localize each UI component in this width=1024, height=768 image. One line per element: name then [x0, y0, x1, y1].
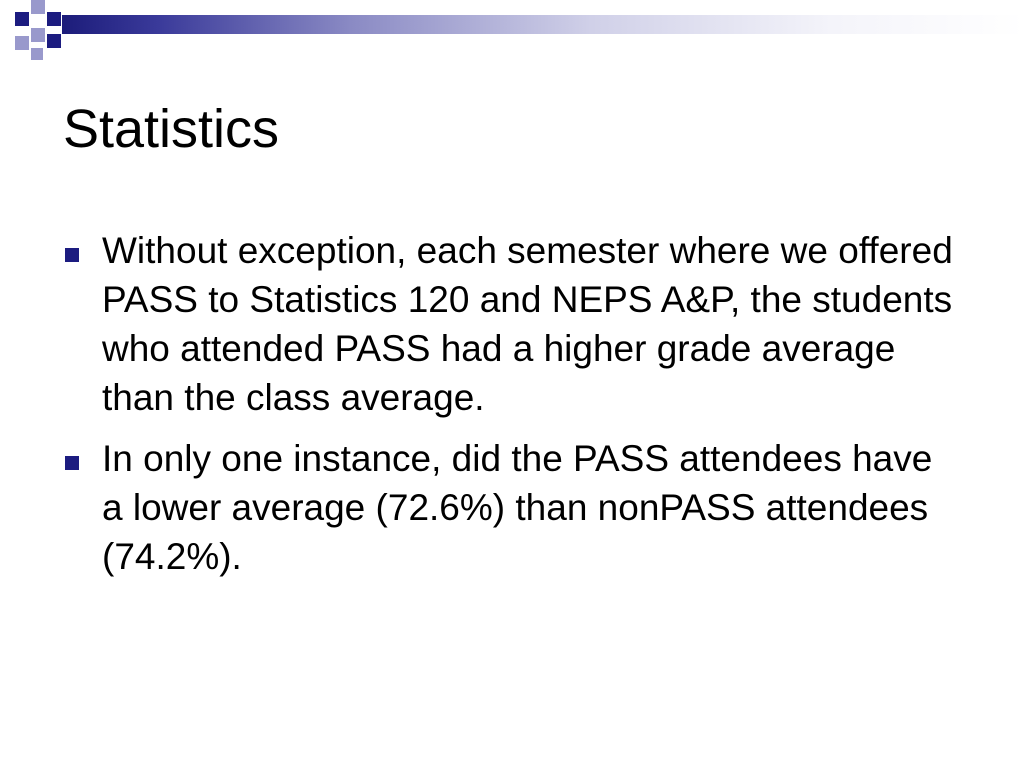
- deco-square: [31, 28, 45, 42]
- deco-square: [31, 0, 45, 14]
- header-gradient-bar: [62, 15, 1024, 34]
- bullet-text: Without exception, each semester where we offered PASS to Statistics 120 and NEPS A&P, the students who attended PASS had a higher grade average than the class average.: [102, 230, 953, 418]
- bullet-list: [62, 226, 962, 593]
- bullet-text: In only one instance, did the PASS attendees have a lower average (72.6%) than nonPASS attendees (74.2%).: [102, 438, 933, 577]
- bullet-item: [62, 434, 962, 581]
- square-bullet-icon: [65, 456, 79, 470]
- deco-square: [31, 48, 43, 60]
- square-bullet-icon: [65, 248, 79, 262]
- deco-square: [15, 36, 29, 50]
- bullet-item: [62, 226, 962, 422]
- deco-square: [15, 12, 29, 26]
- deco-square: [47, 12, 61, 26]
- deco-square: [47, 34, 61, 48]
- slide-title: Statistics: [63, 99, 280, 159]
- decorative-squares-icon: [0, 0, 90, 70]
